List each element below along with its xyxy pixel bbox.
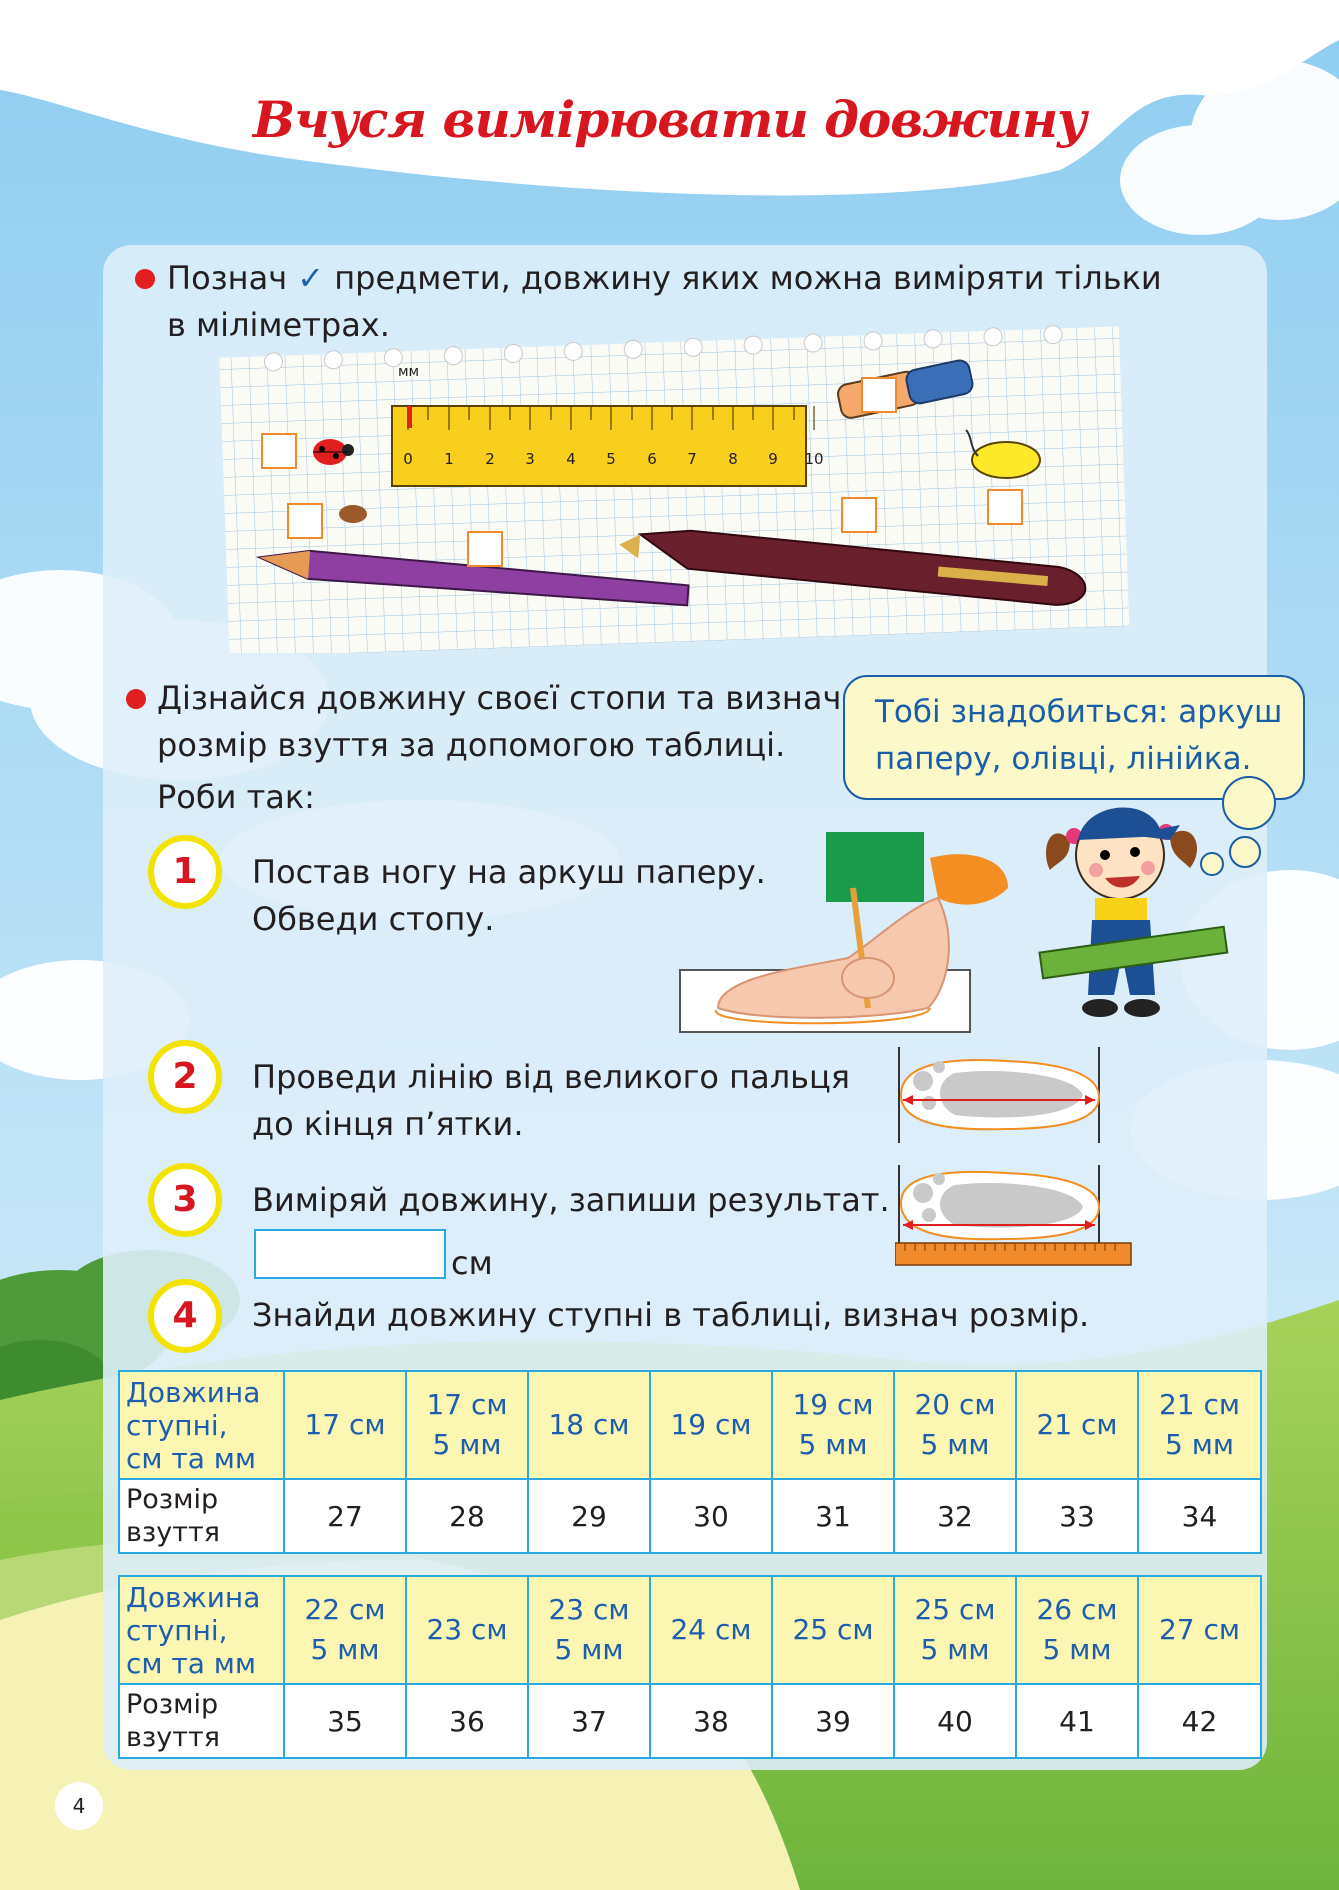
step-2-badge: 2 — [148, 1040, 222, 1114]
length-cell: 19 см — [650, 1371, 772, 1479]
size-cell: 30 — [650, 1479, 772, 1553]
foot-tracing-illustration — [678, 828, 1018, 1036]
length-header-cell: Довжина ступні, см та мм — [119, 1371, 284, 1479]
size-cell: 31 — [772, 1479, 894, 1553]
page-number: 4 — [55, 1782, 103, 1830]
ruler-number: 4 — [566, 450, 576, 468]
checkbox-bean[interactable] — [988, 490, 1022, 524]
step-4-badge: 4 — [148, 1279, 222, 1353]
length-cell: 22 см 5 мм — [284, 1576, 406, 1684]
task1-text-before: Познач — [167, 259, 288, 297]
ruler-number: 3 — [525, 450, 535, 468]
task2-text-line3: Роби так: — [157, 778, 315, 816]
checkbox-seed[interactable] — [288, 504, 322, 538]
task1-bullet — [135, 269, 155, 289]
length-cell: 20 см 5 мм — [894, 1371, 1016, 1479]
size-cell: 32 — [894, 1479, 1016, 1553]
answer-input-box[interactable] — [254, 1229, 446, 1279]
step-1-line1: Постав ногу на аркуш паперу. — [252, 853, 766, 891]
speech-line2: паперу, олівці, лінійка. — [875, 741, 1252, 777]
size-table-2 — [118, 1575, 1262, 1759]
size-cell: 37 — [528, 1684, 650, 1758]
task2-text-line1: Дізнайся довжину своєї стопи та визнач — [157, 679, 842, 717]
task2-bullet — [126, 689, 146, 709]
size-table-1 — [118, 1370, 1262, 1554]
size-cell: 36 — [406, 1684, 528, 1758]
step-2-line2: до кінця п’ятки. — [252, 1105, 524, 1143]
length-cell: 19 см 5 мм — [772, 1371, 894, 1479]
length-cell: 27 см — [1138, 1576, 1261, 1684]
checkbox-ladybug[interactable] — [262, 434, 296, 468]
size-cell: 35 — [284, 1684, 406, 1758]
ruler-image — [392, 406, 814, 486]
ruler-number: 6 — [647, 450, 657, 468]
step-2-line1: Проведи лінію від великого пальця — [252, 1058, 851, 1096]
speech-line1: Тобі знадобиться: аркуш — [875, 694, 1283, 730]
ruler-number: 8 — [728, 450, 738, 468]
step-3-unit: см — [451, 1244, 493, 1282]
size-cell: 38 — [650, 1684, 772, 1758]
step-1-line2: Обведи стопу. — [252, 900, 495, 938]
ruler-number: 10 — [804, 450, 824, 468]
length-cell: 17 см 5 мм — [406, 1371, 528, 1479]
ruler-number: 7 — [687, 450, 697, 468]
girl-illustration — [1030, 780, 1230, 1030]
step-3-line1: Виміряй довжину, запиши результат. — [252, 1181, 890, 1219]
checkbox-pen[interactable] — [842, 498, 876, 532]
ruler-number: 0 — [403, 450, 413, 468]
task1-text-line1 — [167, 255, 1162, 302]
ruler-number: 2 — [485, 450, 495, 468]
length-cell: 25 см 5 мм — [894, 1576, 1016, 1684]
size-header-cell: Розмір взуття — [119, 1479, 284, 1553]
size-cell: 29 — [528, 1479, 650, 1553]
length-cell: 17 см — [284, 1371, 406, 1479]
notebook-illustration — [218, 318, 1130, 653]
length-cell: 23 см 5 мм — [528, 1576, 650, 1684]
footprint-measure-illustration — [895, 1045, 1105, 1145]
length-cell: 24 см — [650, 1576, 772, 1684]
length-cell: 18 см — [528, 1371, 650, 1479]
size-header-cell: Розмір взуття — [119, 1684, 284, 1758]
task1-text-after: предмети, довжину яких можна виміряти тільки — [334, 259, 1162, 297]
length-header-cell: Довжина ступні, см та мм — [119, 1576, 284, 1684]
check-mark-icon: ✓ — [297, 259, 325, 297]
length-cell: 21 см — [1016, 1371, 1138, 1479]
checkbox-pencil[interactable] — [468, 532, 502, 566]
checkbox-eraser[interactable] — [862, 378, 896, 412]
ruler-number: 5 — [606, 450, 616, 468]
size-cell: 40 — [894, 1684, 1016, 1758]
ruler-number: 1 — [444, 450, 454, 468]
page-title: Вчуся вимірювати довжину — [252, 90, 1087, 149]
size-cell: 28 — [406, 1479, 528, 1553]
length-cell: 23 см — [406, 1576, 528, 1684]
ruler-number: 9 — [768, 450, 778, 468]
size-cell: 41 — [1016, 1684, 1138, 1758]
seed-icon — [339, 505, 367, 523]
footprint-ruler-illustration — [895, 1163, 1135, 1273]
task2-text-line2: розмір взуття за допомогою таблиці. — [157, 726, 786, 764]
step-4-line1: Знайди довжину ступні в таблиці, визнач розмір. — [252, 1296, 1090, 1334]
size-cell: 39 — [772, 1684, 894, 1758]
length-cell: 21 см 5 мм — [1138, 1371, 1261, 1479]
task1-text-line2: в міліметрах. — [167, 306, 390, 344]
size-cell: 34 — [1138, 1479, 1261, 1553]
length-cell: 25 см — [772, 1576, 894, 1684]
thought-bubble — [1229, 836, 1261, 868]
size-cell: 33 — [1016, 1479, 1138, 1553]
thought-bubble — [1222, 776, 1276, 830]
size-cell: 42 — [1138, 1684, 1261, 1758]
step-1-badge: 1 — [148, 835, 222, 909]
ruler-unit-label: мм — [398, 364, 420, 380]
step-3-badge: 3 — [148, 1163, 222, 1237]
size-cell: 27 — [284, 1479, 406, 1553]
length-cell: 26 см 5 мм — [1016, 1576, 1138, 1684]
